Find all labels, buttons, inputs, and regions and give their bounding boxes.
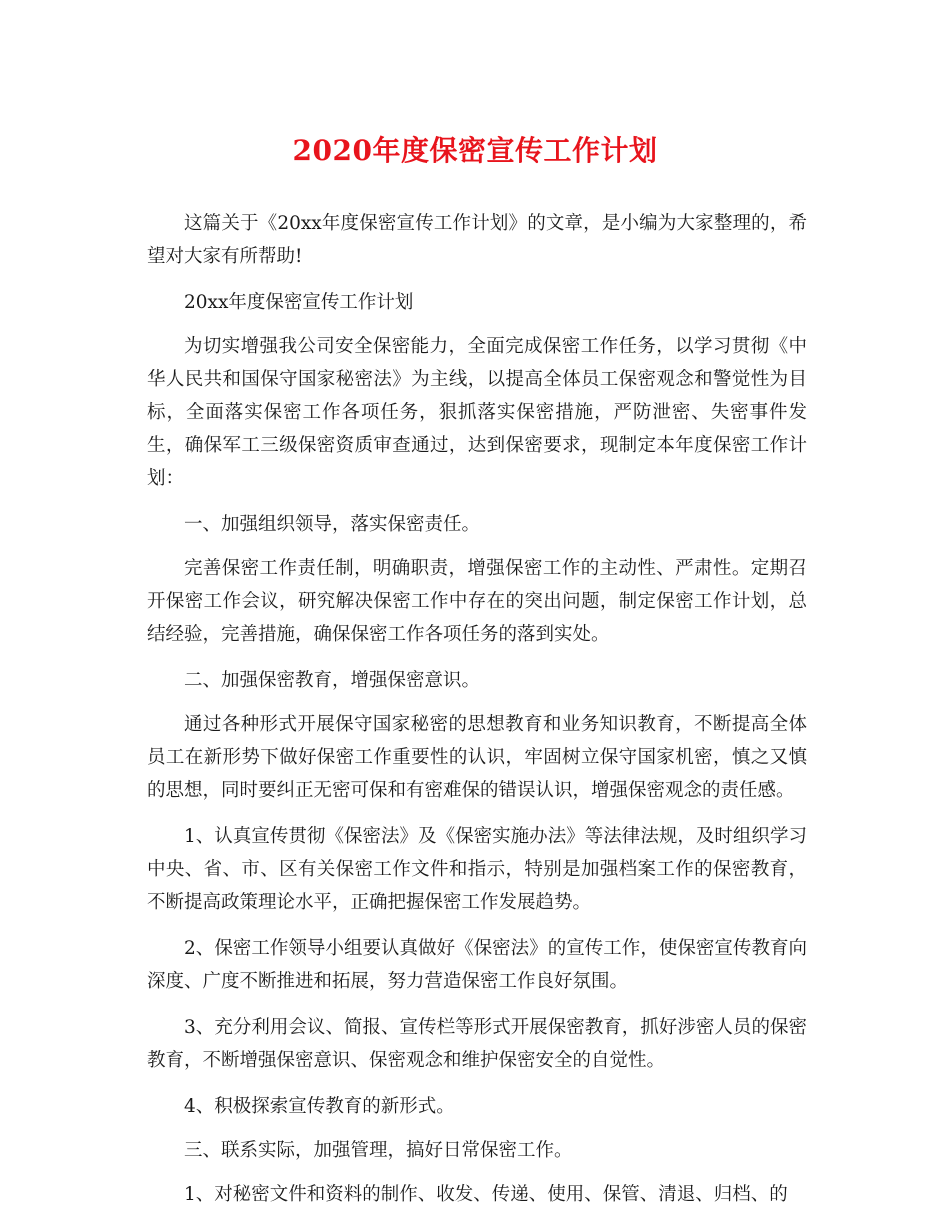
- document-body: [147, 207, 807, 1222]
- document-title: 2020年度保密宣传工作计划: [292, 134, 658, 167]
- intro-paragraph: 这篇关于《20xx年度保密宣传工作计划》的文章，是小编为大家整理的，希望对大家有所帮助!: [147, 213, 807, 267]
- section-2-item-1: 1、认真宣传贯彻《保密法》及《保密实施办法》等法律法规，及时组织学习中央、省、市、区有关保密工作文件和指示，特别是加强档案工作的保密教育，不断提高政策理论水平，正确把握保密工作发展趋势。: [147, 826, 807, 913]
- section-2-item-2: 2、保密工作领导小组要认真做好《保密法》的宣传工作，使保密宣传教育向深度、广度不断推进和拓展，努力营造保密工作良好氛围。: [147, 938, 807, 992]
- section-3-item-1: 1、对秘密文件和资料的制作、收发、传递、使用、保管、清退、归档、的: [184, 1184, 788, 1205]
- section-heading-2: 二、加强保密教育，增强保密意识。: [184, 670, 481, 691]
- preamble-paragraph: 为切实增强我公司安全保密能力，全面完成保密工作任务，以学习贯彻《中华人民共和国保守国家秘密法》为主线，以提高全体员工保密观念和警觉性为目标，全面落实保密工作各项任务，狠抓落实保密措施，严防泄密、失密事件发生，确保军工三级保密资质审查通过，达到保密要求，现制定本年度保密工作计划：: [147, 336, 807, 489]
- section-heading-3: 三、联系实际，加强管理，搞好日常保密工作。: [184, 1140, 573, 1161]
- subtitle-paragraph: 20xx年度保密宣传工作计划: [184, 292, 414, 313]
- section-1-paragraph: 完善保密工作责任制，明确职责，增强保密工作的主动性、严肃性。定期召开保密工作会议，研究解决保密工作中存在的突出问题，制定保密工作计划，总结经验，完善措施，确保保密工作各项任务的落到实处。: [147, 558, 807, 645]
- section-heading-1: 一、加强组织领导，落实保密责任。: [184, 514, 481, 535]
- section-2-item-3: 3、充分利用会议、简报、宣传栏等形式开展保密教育，抓好涉密人员的保密教育，不断增强保密意识、保密观念和维护保密安全的自觉性。: [147, 1017, 807, 1071]
- section-2-item-4: 4、积极探索宣传教育的新形式。: [184, 1096, 455, 1117]
- section-2-paragraph: 通过各种形式开展保守国家秘密的思想教育和业务知识教育，不断提高全体员工在新形势下做好保密工作重要性的认识，牢固树立保守国家机密，慎之又慎的思想，同时要纠正无密可保和有密难保的错误认识，增强保密观念的责任感。: [147, 714, 807, 801]
